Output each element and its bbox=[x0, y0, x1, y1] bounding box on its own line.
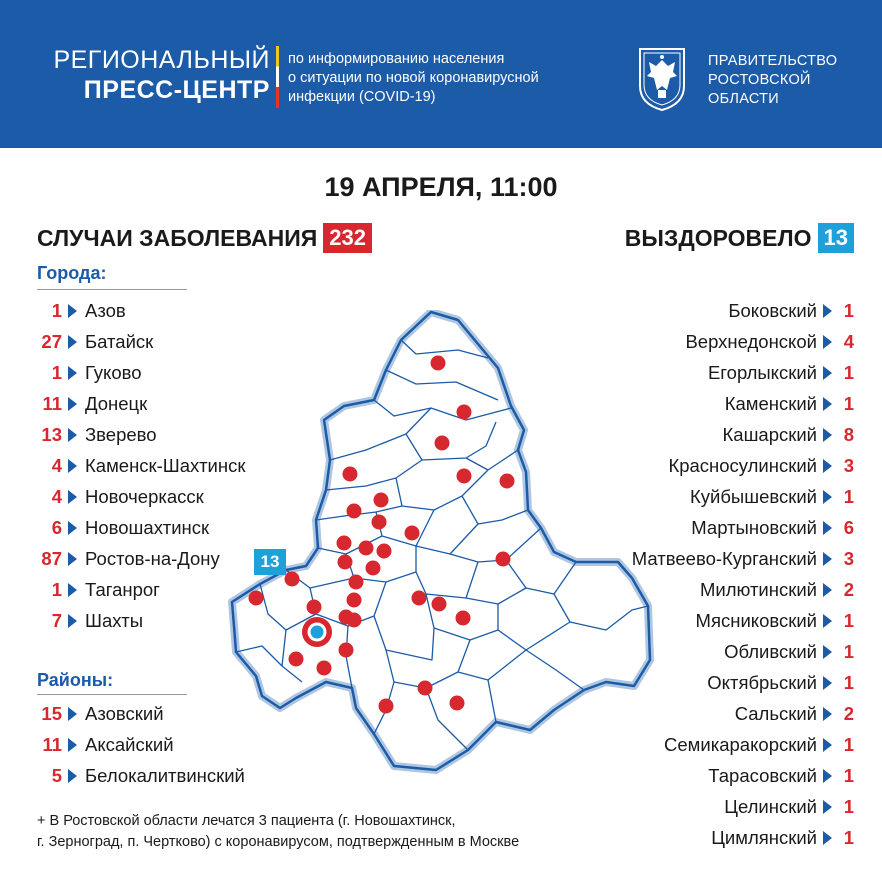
subtitle-line3: инфекции (COVID-19) bbox=[288, 89, 436, 105]
case-marker bbox=[347, 504, 362, 519]
government-title bbox=[708, 52, 837, 109]
case-count: 2 bbox=[843, 579, 854, 600]
triangle-marker-icon bbox=[823, 521, 832, 535]
subtitle-line2: о ситуации по новой коронавирусной bbox=[288, 70, 539, 86]
case-count: 1 bbox=[843, 300, 854, 321]
government-line1: ПРАВИТЕЛЬСТВО bbox=[708, 53, 838, 69]
locality-name: Сальский bbox=[734, 703, 817, 724]
stat-row bbox=[20, 326, 245, 357]
case-count: 27 bbox=[41, 331, 62, 352]
case-count: 15 bbox=[41, 703, 62, 724]
case-marker bbox=[338, 555, 353, 570]
locality-name: Кашарский bbox=[722, 424, 817, 445]
stat-row bbox=[20, 357, 245, 388]
case-count: 6 bbox=[843, 517, 854, 538]
triangle-marker-icon bbox=[823, 397, 832, 411]
locality-name: Шахты bbox=[85, 610, 144, 631]
coat-of-arms-icon bbox=[637, 46, 687, 112]
locality-name: Егорлыкский bbox=[707, 362, 817, 383]
triangle-marker-icon bbox=[823, 738, 832, 752]
locality-name: Верхнедонской bbox=[685, 331, 817, 352]
region-outline bbox=[232, 312, 650, 770]
cities-divider bbox=[37, 289, 187, 290]
stat-row bbox=[20, 760, 245, 791]
case-marker bbox=[457, 469, 472, 484]
locality-name: Гуково bbox=[85, 362, 142, 383]
case-count: 1 bbox=[51, 362, 62, 383]
stat-row bbox=[20, 419, 245, 450]
case-marker bbox=[347, 593, 362, 608]
triangle-marker-icon bbox=[68, 490, 77, 504]
locality-name: Тарасовский bbox=[708, 765, 817, 786]
stat-row bbox=[20, 729, 245, 760]
rostov-recovered-badge: 13 bbox=[254, 549, 286, 575]
locality-name: Ростов-на-Дону bbox=[85, 548, 220, 569]
rostov-marker bbox=[302, 617, 332, 647]
triangle-marker-icon bbox=[68, 428, 77, 442]
locality-name: Каменск-Шахтинск bbox=[85, 455, 246, 476]
locality-name: Матвеево-Курганский bbox=[631, 548, 817, 569]
triangle-marker-icon bbox=[823, 707, 832, 721]
locality-name: Куйбышевский bbox=[689, 486, 817, 507]
case-marker bbox=[249, 591, 264, 606]
triangle-marker-icon bbox=[68, 614, 77, 628]
triangle-marker-icon bbox=[823, 304, 832, 318]
stat-row bbox=[632, 822, 854, 853]
tricolor-divider bbox=[276, 46, 279, 108]
cities-list bbox=[20, 295, 245, 636]
case-marker bbox=[366, 561, 381, 576]
locality-name: Обливский bbox=[724, 641, 817, 662]
triangle-marker-icon bbox=[68, 552, 77, 566]
header-banner bbox=[0, 0, 882, 148]
stat-row bbox=[20, 574, 245, 605]
case-marker bbox=[285, 572, 300, 587]
stat-row bbox=[20, 512, 245, 543]
locality-name: Зверево bbox=[85, 424, 157, 445]
locality-name: Батайск bbox=[85, 331, 154, 352]
case-marker bbox=[496, 552, 511, 567]
press-center-line2: ПРЕСС-ЦЕНТР bbox=[83, 76, 270, 104]
stat-row bbox=[20, 481, 245, 512]
press-center-line1: РЕГИОНАЛЬНЫЙ bbox=[53, 46, 270, 74]
stat-row bbox=[20, 450, 245, 481]
government-line3: ОБЛАСТИ bbox=[708, 91, 780, 107]
triangle-marker-icon bbox=[823, 831, 832, 845]
locality-name: Мартыновский bbox=[691, 517, 817, 538]
report-date: 19 АПРЕЛЯ, 11:00 bbox=[324, 172, 558, 202]
case-marker bbox=[379, 699, 394, 714]
press-center-subtitle bbox=[288, 50, 539, 107]
footnote bbox=[37, 811, 519, 853]
locality-name: Целинский bbox=[724, 796, 817, 817]
locality-name: Таганрог bbox=[85, 579, 160, 600]
locality-name: Каменский bbox=[724, 393, 817, 414]
footnote-line1: + В Ростовской области лечатся 3 пациента (г. Новошахтинск, bbox=[37, 813, 456, 829]
case-count: 1 bbox=[843, 765, 854, 786]
case-marker bbox=[349, 575, 364, 590]
case-count: 7 bbox=[51, 610, 62, 631]
case-marker bbox=[412, 591, 427, 606]
case-count: 1 bbox=[843, 641, 854, 662]
triangle-marker-icon bbox=[823, 459, 832, 473]
case-marker bbox=[337, 536, 352, 551]
case-marker bbox=[339, 643, 354, 658]
government-line2: РОСТОВСКОЙ bbox=[708, 72, 811, 88]
triangle-marker-icon bbox=[823, 676, 832, 690]
case-count: 6 bbox=[51, 517, 62, 538]
triangle-marker-icon bbox=[68, 459, 77, 473]
districts-divider bbox=[37, 694, 187, 695]
case-marker bbox=[307, 600, 322, 615]
triangle-marker-icon bbox=[68, 738, 77, 752]
districts-left-list bbox=[20, 698, 245, 791]
case-count: 1 bbox=[51, 300, 62, 321]
case-count: 11 bbox=[42, 393, 62, 414]
stat-row bbox=[20, 295, 245, 326]
locality-name: Цимлянский bbox=[711, 827, 817, 848]
triangle-marker-icon bbox=[68, 521, 77, 535]
case-count: 87 bbox=[41, 548, 62, 569]
locality-name: Боковский bbox=[728, 300, 817, 321]
triangle-marker-icon bbox=[68, 397, 77, 411]
cases-heading bbox=[37, 223, 372, 253]
triangle-marker-icon bbox=[68, 769, 77, 783]
triangle-marker-icon bbox=[823, 552, 832, 566]
locality-name: Новочеркасск bbox=[85, 486, 204, 507]
region-map bbox=[226, 310, 666, 780]
triangle-marker-icon bbox=[823, 769, 832, 783]
case-marker bbox=[432, 597, 447, 612]
case-count: 1 bbox=[843, 610, 854, 631]
locality-name: Октябрьский bbox=[707, 672, 817, 693]
case-count: 8 bbox=[843, 424, 854, 445]
triangle-marker-icon bbox=[823, 335, 832, 349]
triangle-marker-icon bbox=[68, 335, 77, 349]
case-count: 5 bbox=[51, 765, 62, 786]
triangle-marker-icon bbox=[823, 490, 832, 504]
stat-row bbox=[20, 388, 245, 419]
case-marker bbox=[343, 467, 358, 482]
case-marker bbox=[359, 541, 374, 556]
case-count: 1 bbox=[51, 579, 62, 600]
locality-name: Азов bbox=[85, 300, 126, 321]
case-count: 4 bbox=[51, 455, 62, 476]
cases-total-badge: 232 bbox=[323, 223, 372, 253]
locality-name: Семикаракорский bbox=[664, 734, 817, 755]
locality-name: Милютинский bbox=[699, 579, 817, 600]
case-count: 11 bbox=[42, 734, 62, 755]
triangle-marker-icon bbox=[68, 366, 77, 380]
footnote-line2: г. Зерноград, п. Чертково) с коронавирусом, подтвержденным в Москве bbox=[37, 834, 520, 850]
triangle-marker-icon bbox=[823, 614, 832, 628]
case-marker bbox=[456, 611, 471, 626]
stat-row bbox=[20, 543, 245, 574]
case-marker bbox=[405, 526, 420, 541]
case-marker bbox=[450, 696, 465, 711]
press-center-title bbox=[38, 45, 270, 105]
locality-name: Мясниковский bbox=[695, 610, 817, 631]
locality-name: Белокалитвинский bbox=[85, 765, 245, 786]
case-marker bbox=[457, 405, 472, 420]
case-count: 2 bbox=[843, 703, 854, 724]
locality-name: Новошахтинск bbox=[85, 517, 210, 538]
case-marker bbox=[339, 610, 354, 625]
cities-section-title: Города: bbox=[37, 263, 107, 283]
case-count: 3 bbox=[843, 548, 854, 569]
case-marker bbox=[377, 544, 392, 559]
case-marker bbox=[500, 474, 515, 489]
triangle-marker-icon bbox=[823, 583, 832, 597]
locality-name: Красносулинский bbox=[668, 455, 817, 476]
locality-name: Аксайский bbox=[85, 734, 174, 755]
case-marker bbox=[317, 661, 332, 676]
case-count: 1 bbox=[843, 486, 854, 507]
case-count: 1 bbox=[843, 734, 854, 755]
cases-label: СЛУЧАИ ЗАБОЛЕВАНИЯ bbox=[37, 225, 318, 251]
stat-row bbox=[632, 791, 854, 822]
recovered-total-badge: 13 bbox=[818, 223, 854, 253]
case-marker bbox=[374, 493, 389, 508]
case-count: 1 bbox=[843, 393, 854, 414]
case-marker bbox=[431, 356, 446, 371]
triangle-marker-icon bbox=[68, 707, 77, 721]
districts-section-title: Районы: bbox=[37, 670, 114, 690]
stat-row bbox=[20, 605, 245, 636]
case-marker bbox=[435, 436, 450, 451]
subtitle-line1: по информированию населения bbox=[288, 51, 505, 67]
locality-name: Донецк bbox=[85, 393, 148, 414]
case-count: 1 bbox=[843, 672, 854, 693]
case-count: 13 bbox=[41, 424, 62, 445]
recovered-label: ВЫЗДОРОВЕЛО bbox=[624, 225, 812, 251]
stat-row bbox=[20, 698, 245, 729]
case-count: 3 bbox=[843, 455, 854, 476]
case-count: 1 bbox=[843, 827, 854, 848]
recovered-heading bbox=[625, 223, 854, 253]
case-marker bbox=[418, 681, 433, 696]
case-count: 1 bbox=[843, 796, 854, 817]
triangle-marker-icon bbox=[823, 645, 832, 659]
triangle-marker-icon bbox=[68, 304, 77, 318]
triangle-marker-icon bbox=[823, 428, 832, 442]
triangle-marker-icon bbox=[823, 800, 832, 814]
case-count: 4 bbox=[843, 331, 854, 352]
triangle-marker-icon bbox=[68, 583, 77, 597]
case-marker bbox=[289, 652, 304, 667]
triangle-marker-icon bbox=[823, 366, 832, 380]
case-count: 1 bbox=[843, 362, 854, 383]
case-count: 4 bbox=[51, 486, 62, 507]
case-marker bbox=[372, 515, 387, 530]
locality-name: Азовский bbox=[85, 703, 164, 724]
